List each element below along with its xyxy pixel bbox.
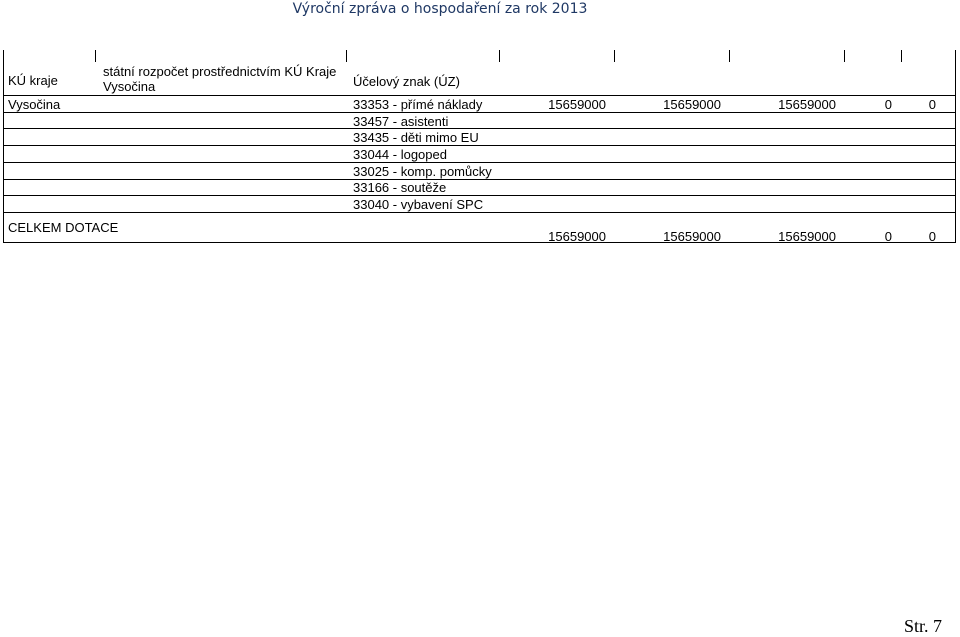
row-divider	[3, 112, 956, 113]
col-divider	[614, 50, 615, 62]
total-value: 15659000	[778, 229, 836, 244]
page-header-title: Výroční zpráva o hospodaření za rok 2013	[292, 1, 588, 17]
total-value: 15659000	[548, 229, 606, 244]
row-divider	[3, 128, 956, 129]
col-divider	[499, 50, 500, 62]
col-divider	[346, 50, 347, 62]
row-divider	[3, 179, 956, 180]
uz-item: 33353 - přímé náklady	[353, 97, 483, 112]
total-label: CELKEM DOTACE	[8, 220, 119, 235]
row-divider	[3, 162, 956, 163]
row-value: 15659000	[663, 97, 721, 112]
uz-item: 33040 - vybavení SPC	[353, 197, 484, 212]
col-divider	[844, 50, 845, 62]
uz-item: 33457 - asistenti	[353, 114, 449, 129]
total-value: 0	[928, 229, 936, 244]
uz-item: 33166 - soutěže	[353, 180, 447, 195]
row-value: 0	[884, 97, 892, 112]
page-number: Str. 7	[903, 616, 942, 636]
header-rozpocet-line2: Vysočina	[103, 79, 156, 94]
uz-item: 33044 - logoped	[353, 147, 447, 162]
subsidy-table	[0, 0, 960, 250]
row-divider	[3, 212, 956, 213]
header-rozpocet-line1: státní rozpočet prostřednictvím KÚ Kraje	[103, 64, 337, 79]
row-value: 0	[928, 97, 936, 112]
row-divider	[3, 145, 956, 146]
row-value: 15659000	[778, 97, 836, 112]
total-value: 15659000	[663, 229, 721, 244]
row-value: 15659000	[548, 97, 606, 112]
col-divider	[95, 50, 96, 62]
row-divider	[3, 95, 956, 96]
row-divider	[3, 195, 956, 196]
table-right-border	[955, 50, 956, 242]
region-label: Vysočina	[8, 97, 61, 112]
total-value: 0	[884, 229, 892, 244]
col-divider	[901, 50, 902, 62]
table-left-border	[3, 50, 4, 242]
uz-item: 33435 - děti mimo EU	[353, 130, 479, 145]
header-kraj: KÚ kraje	[8, 73, 58, 88]
uz-item: 33025 - komp. pomůcky	[353, 164, 492, 179]
col-divider	[729, 50, 730, 62]
header-uz: Účelový znak (ÚZ)	[353, 74, 460, 89]
